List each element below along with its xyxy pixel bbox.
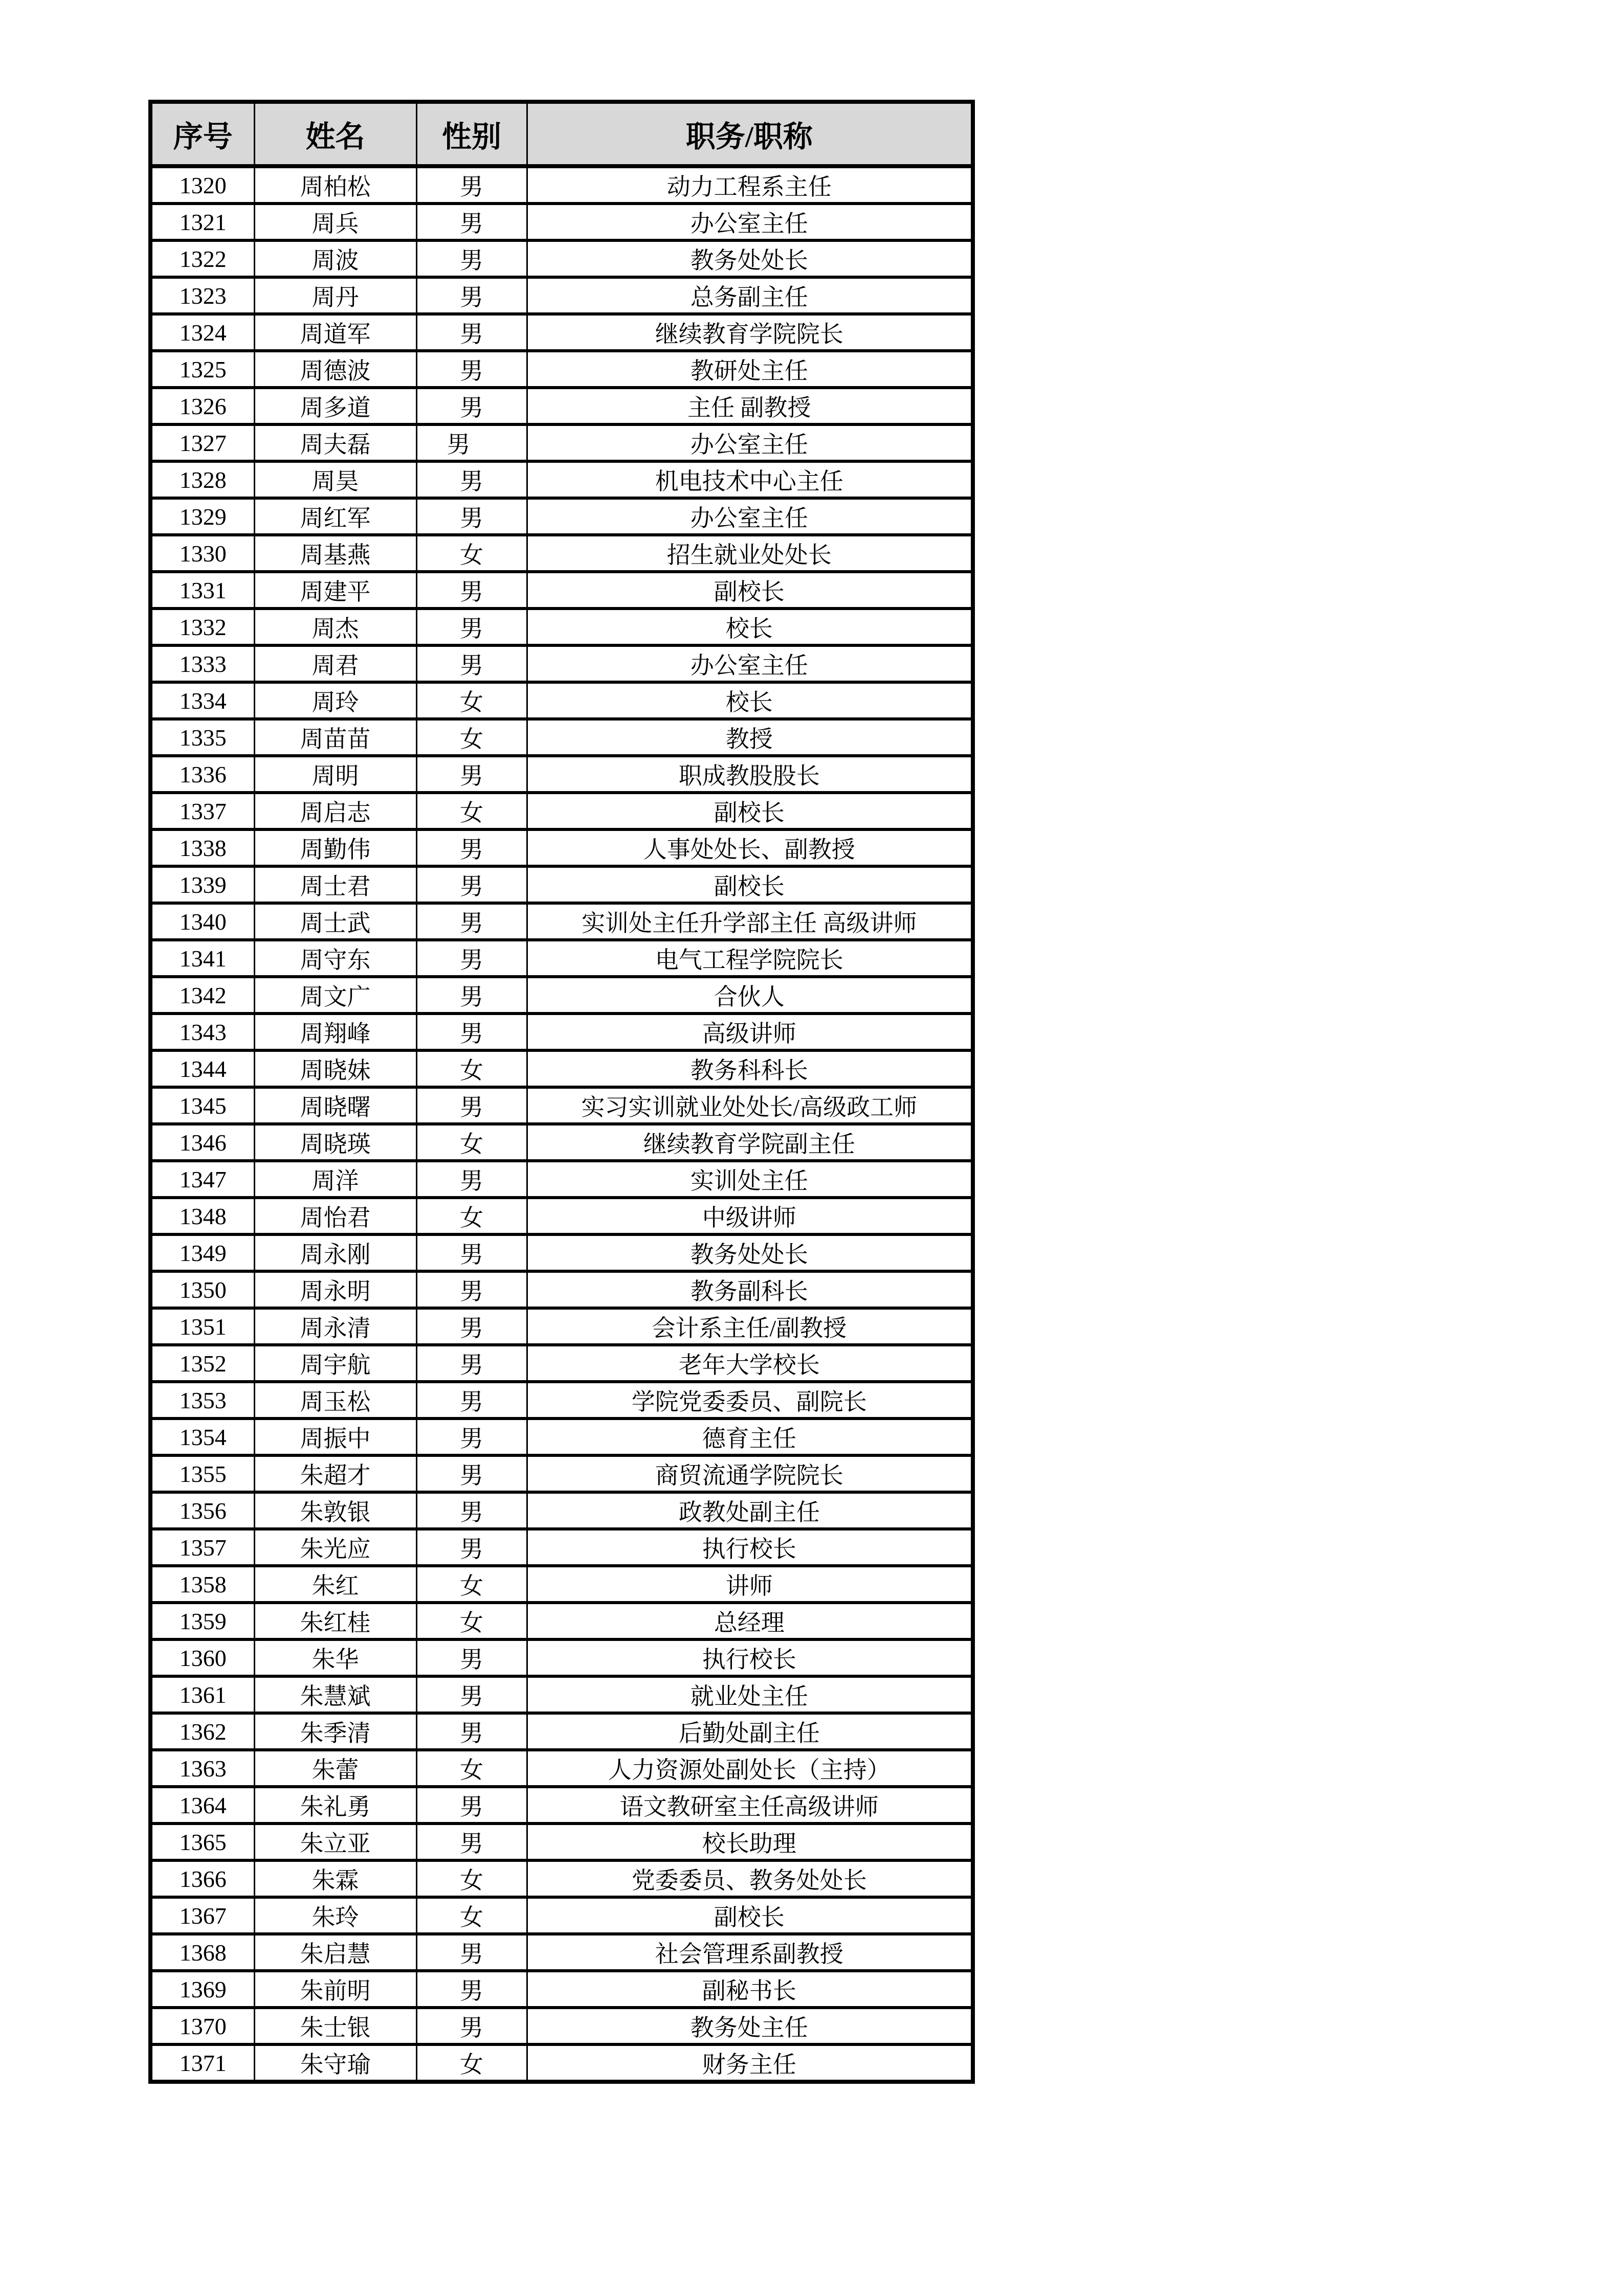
cell-serial: 1368 xyxy=(150,1934,254,1971)
cell-gender: 男 xyxy=(416,2008,527,2044)
cell-name: 周波 xyxy=(254,240,416,277)
cell-name: 周道军 xyxy=(254,314,416,351)
cell-title: 校长 xyxy=(527,609,973,645)
cell-name: 朱守瑜 xyxy=(254,2044,416,2082)
cell-gender: 男 xyxy=(416,1787,527,1824)
cell-name: 周昊 xyxy=(254,461,416,498)
table-row xyxy=(150,1971,973,2008)
cell-serial: 1323 xyxy=(150,277,254,314)
cell-title: 职成教股股长 xyxy=(527,756,973,793)
table-row xyxy=(150,2044,973,2082)
cell-serial: 1363 xyxy=(150,1750,254,1787)
cell-title: 教研处主任 xyxy=(527,351,973,388)
cell-title: 副校长 xyxy=(527,866,973,903)
table-row xyxy=(150,1492,973,1529)
table-row xyxy=(150,166,973,204)
cell-gender: 男 xyxy=(416,314,527,351)
cell-title: 办公室主任 xyxy=(527,498,973,535)
cell-gender: 男 xyxy=(416,1529,527,1566)
cell-title: 机电技术中心主任 xyxy=(527,461,973,498)
cell-serial: 1331 xyxy=(150,572,254,609)
cell-serial: 1369 xyxy=(150,1971,254,2008)
cell-gender: 女 xyxy=(416,793,527,829)
cell-gender: 男 xyxy=(416,240,527,277)
cell-name: 朱霖 xyxy=(254,1860,416,1897)
table-row xyxy=(150,1934,973,1971)
cell-serial: 1364 xyxy=(150,1787,254,1824)
cell-name: 周永清 xyxy=(254,1308,416,1345)
cell-gender: 男 xyxy=(416,424,527,461)
cell-serial: 1352 xyxy=(150,1345,254,1382)
table-row xyxy=(150,1124,973,1161)
cell-serial: 1340 xyxy=(150,903,254,940)
cell-gender: 男 xyxy=(416,498,527,535)
cell-title: 后勤处副主任 xyxy=(527,1713,973,1750)
cell-title: 办公室主任 xyxy=(527,424,973,461)
cell-name: 周丹 xyxy=(254,277,416,314)
cell-gender: 男 xyxy=(416,1345,527,1382)
cell-title: 会计系主任/副教授 xyxy=(527,1308,973,1345)
cell-gender: 女 xyxy=(416,1124,527,1161)
cell-serial: 1345 xyxy=(150,1087,254,1124)
cell-name: 周守东 xyxy=(254,940,416,977)
cell-gender: 女 xyxy=(416,719,527,756)
cell-gender: 女 xyxy=(416,1750,527,1787)
cell-name: 周翔峰 xyxy=(254,1014,416,1050)
table-row xyxy=(150,829,973,866)
cell-title: 德育主任 xyxy=(527,1419,973,1455)
cell-gender: 男 xyxy=(416,1934,527,1971)
cell-gender: 男 xyxy=(416,1455,527,1492)
cell-title: 党委委员、教务处处长 xyxy=(527,1860,973,1897)
cell-name: 周永刚 xyxy=(254,1234,416,1271)
cell-title: 政教处副主任 xyxy=(527,1492,973,1529)
cell-title: 财务主任 xyxy=(527,2044,973,2082)
cell-serial: 1344 xyxy=(150,1050,254,1087)
cell-serial: 1360 xyxy=(150,1639,254,1676)
cell-gender: 女 xyxy=(416,1566,527,1603)
table-row xyxy=(150,719,973,756)
cell-title: 校长助理 xyxy=(527,1824,973,1860)
cell-gender: 女 xyxy=(416,535,527,572)
cell-title: 实习实训就业处处长/高级政工师 xyxy=(527,1087,973,1124)
cell-name: 周苗苗 xyxy=(254,719,416,756)
cell-serial: 1336 xyxy=(150,756,254,793)
cell-serial: 1350 xyxy=(150,1271,254,1308)
cell-serial: 1366 xyxy=(150,1860,254,1897)
cell-title: 主任 副教授 xyxy=(527,388,973,424)
cell-gender: 男 xyxy=(416,388,527,424)
cell-gender: 男 xyxy=(416,829,527,866)
table-row xyxy=(150,1014,973,1050)
cell-serial: 1324 xyxy=(150,314,254,351)
cell-serial: 1321 xyxy=(150,204,254,240)
cell-gender: 男 xyxy=(416,1382,527,1419)
cell-name: 周夫磊 xyxy=(254,424,416,461)
cell-title: 高级讲师 xyxy=(527,1014,973,1050)
cell-title: 副校长 xyxy=(527,793,973,829)
cell-name: 周建平 xyxy=(254,572,416,609)
cell-serial: 1367 xyxy=(150,1897,254,1934)
cell-gender: 男 xyxy=(416,1419,527,1455)
cell-title: 总经理 xyxy=(527,1603,973,1639)
table-row xyxy=(150,1787,973,1824)
table-row xyxy=(150,977,973,1014)
cell-gender: 男 xyxy=(416,903,527,940)
cell-serial: 1361 xyxy=(150,1676,254,1713)
cell-name: 朱红 xyxy=(254,1566,416,1603)
cell-gender: 男 xyxy=(416,204,527,240)
cell-name: 朱前明 xyxy=(254,1971,416,2008)
table-row xyxy=(150,1603,973,1639)
cell-name: 周兵 xyxy=(254,204,416,240)
cell-serial: 1339 xyxy=(150,866,254,903)
cell-name: 周红军 xyxy=(254,498,416,535)
cell-title: 副秘书长 xyxy=(527,1971,973,2008)
cell-serial: 1347 xyxy=(150,1161,254,1198)
cell-name: 周多道 xyxy=(254,388,416,424)
cell-name: 周宇航 xyxy=(254,1345,416,1382)
cell-gender: 男 xyxy=(416,940,527,977)
cell-serial: 1335 xyxy=(150,719,254,756)
cell-serial: 1365 xyxy=(150,1824,254,1860)
cell-gender: 男 xyxy=(416,756,527,793)
cell-gender: 女 xyxy=(416,1897,527,1934)
cell-gender: 男 xyxy=(416,461,527,498)
cell-title: 语文教研室主任高级讲师 xyxy=(527,1787,973,1824)
cell-title: 商贸流通学院院长 xyxy=(527,1455,973,1492)
cell-name: 周怡君 xyxy=(254,1198,416,1234)
table-row xyxy=(150,866,973,903)
cell-gender: 男 xyxy=(416,977,527,1014)
cell-title: 电气工程学院院长 xyxy=(527,940,973,977)
table-row xyxy=(150,903,973,940)
cell-name: 周晓曙 xyxy=(254,1087,416,1124)
cell-title: 执行校长 xyxy=(527,1529,973,1566)
table-row xyxy=(150,314,973,351)
table-row xyxy=(150,424,973,461)
table-row xyxy=(150,793,973,829)
table-row xyxy=(150,940,973,977)
cell-name: 周晓瑛 xyxy=(254,1124,416,1161)
table-row xyxy=(150,1050,973,1087)
table-row xyxy=(150,277,973,314)
cell-serial: 1328 xyxy=(150,461,254,498)
cell-gender: 男 xyxy=(416,277,527,314)
cell-gender: 男 xyxy=(416,609,527,645)
cell-title: 总务副主任 xyxy=(527,277,973,314)
cell-name: 朱红桂 xyxy=(254,1603,416,1639)
cell-gender: 男 xyxy=(416,1971,527,2008)
cell-gender: 男 xyxy=(416,1676,527,1713)
column-header-name: 姓名 xyxy=(254,102,416,166)
cell-name: 周柏松 xyxy=(254,166,416,204)
table-row xyxy=(150,1271,973,1308)
table-row xyxy=(150,645,973,682)
table-row xyxy=(150,1860,973,1897)
cell-title: 中级讲师 xyxy=(527,1198,973,1234)
cell-gender: 女 xyxy=(416,1050,527,1087)
cell-title: 学院党委委员、副院长 xyxy=(527,1382,973,1419)
table-row xyxy=(150,498,973,535)
cell-title: 动力工程系主任 xyxy=(527,166,973,204)
cell-gender: 男 xyxy=(416,1161,527,1198)
cell-title: 实训处主任升学部主任 高级讲师 xyxy=(527,903,973,940)
cell-serial: 1329 xyxy=(150,498,254,535)
cell-gender: 男 xyxy=(416,166,527,204)
cell-title: 人事处处长、副教授 xyxy=(527,829,973,866)
cell-title: 教务副科长 xyxy=(527,1271,973,1308)
table-row xyxy=(150,1198,973,1234)
cell-gender: 男 xyxy=(416,1271,527,1308)
table-row xyxy=(150,572,973,609)
cell-serial: 1320 xyxy=(150,166,254,204)
cell-name: 朱士银 xyxy=(254,2008,416,2044)
cell-name: 朱超才 xyxy=(254,1455,416,1492)
cell-gender: 女 xyxy=(416,1198,527,1234)
cell-name: 周勤伟 xyxy=(254,829,416,866)
cell-serial: 1348 xyxy=(150,1198,254,1234)
cell-gender: 男 xyxy=(416,572,527,609)
cell-serial: 1362 xyxy=(150,1713,254,1750)
cell-gender: 男 xyxy=(416,1639,527,1676)
cell-gender: 女 xyxy=(416,1603,527,1639)
cell-gender: 女 xyxy=(416,682,527,719)
cell-title: 老年大学校长 xyxy=(527,1345,973,1382)
cell-name: 朱启慧 xyxy=(254,1934,416,1971)
table-row xyxy=(150,1750,973,1787)
table-row xyxy=(150,1087,973,1124)
table-row xyxy=(150,1676,973,1713)
column-header-gender: 性别 xyxy=(416,102,527,166)
cell-name: 朱季清 xyxy=(254,1713,416,1750)
cell-title: 教务处处长 xyxy=(527,240,973,277)
cell-name: 周明 xyxy=(254,756,416,793)
cell-title: 教务处主任 xyxy=(527,2008,973,2044)
cell-title: 讲师 xyxy=(527,1566,973,1603)
cell-title: 副校长 xyxy=(527,1897,973,1934)
table-header xyxy=(150,102,973,166)
column-header-serial: 序号 xyxy=(150,102,254,166)
table-row xyxy=(150,240,973,277)
table-row xyxy=(150,756,973,793)
cell-serial: 1357 xyxy=(150,1529,254,1566)
cell-gender: 男 xyxy=(416,1824,527,1860)
cell-serial: 1341 xyxy=(150,940,254,977)
cell-gender: 男 xyxy=(416,1492,527,1529)
cell-serial: 1337 xyxy=(150,793,254,829)
table-row xyxy=(150,1639,973,1676)
table-row xyxy=(150,1566,973,1603)
cell-serial: 1358 xyxy=(150,1566,254,1603)
cell-title: 继续教育学院副主任 xyxy=(527,1124,973,1161)
cell-title: 执行校长 xyxy=(527,1639,973,1676)
cell-name: 朱玲 xyxy=(254,1897,416,1934)
table-row xyxy=(150,1419,973,1455)
cell-gender: 男 xyxy=(416,866,527,903)
column-header-title: 职务/职称 xyxy=(527,102,973,166)
table-row xyxy=(150,351,973,388)
cell-name: 周君 xyxy=(254,645,416,682)
cell-serial: 1332 xyxy=(150,609,254,645)
cell-serial: 1342 xyxy=(150,977,254,1014)
cell-name: 周洋 xyxy=(254,1161,416,1198)
cell-serial: 1326 xyxy=(150,388,254,424)
cell-name: 周杰 xyxy=(254,609,416,645)
cell-title: 就业处主任 xyxy=(527,1676,973,1713)
table-row xyxy=(150,2008,973,2044)
cell-name: 周晓妹 xyxy=(254,1050,416,1087)
table-row xyxy=(150,1897,973,1934)
cell-gender: 男 xyxy=(416,1087,527,1124)
cell-serial: 1333 xyxy=(150,645,254,682)
cell-name: 周基燕 xyxy=(254,535,416,572)
cell-serial: 1370 xyxy=(150,2008,254,2044)
cell-gender: 男 xyxy=(416,351,527,388)
cell-title: 社会管理系副教授 xyxy=(527,1934,973,1971)
cell-serial: 1351 xyxy=(150,1308,254,1345)
cell-gender: 男 xyxy=(416,645,527,682)
cell-title: 招生就业处处长 xyxy=(527,535,973,572)
table-row xyxy=(150,1161,973,1198)
cell-name: 周士武 xyxy=(254,903,416,940)
cell-gender: 女 xyxy=(416,1860,527,1897)
cell-title: 副校长 xyxy=(527,572,973,609)
cell-serial: 1330 xyxy=(150,535,254,572)
cell-name: 朱华 xyxy=(254,1639,416,1676)
cell-serial: 1353 xyxy=(150,1382,254,1419)
cell-title: 教务处处长 xyxy=(527,1234,973,1271)
table-row xyxy=(150,204,973,240)
cell-name: 朱敦银 xyxy=(254,1492,416,1529)
cell-name: 周德波 xyxy=(254,351,416,388)
cell-serial: 1325 xyxy=(150,351,254,388)
table-row xyxy=(150,1713,973,1750)
cell-title: 合伙人 xyxy=(527,977,973,1014)
table-row xyxy=(150,1529,973,1566)
table-row xyxy=(150,1382,973,1419)
cell-title: 办公室主任 xyxy=(527,645,973,682)
table-row xyxy=(150,1824,973,1860)
cell-serial: 1343 xyxy=(150,1014,254,1050)
cell-gender: 男 xyxy=(416,1014,527,1050)
header-row xyxy=(150,102,973,166)
cell-serial: 1349 xyxy=(150,1234,254,1271)
table-body xyxy=(150,166,973,2082)
cell-serial: 1359 xyxy=(150,1603,254,1639)
table-row xyxy=(150,1455,973,1492)
cell-gender: 男 xyxy=(416,1308,527,1345)
cell-serial: 1371 xyxy=(150,2044,254,2082)
cell-serial: 1356 xyxy=(150,1492,254,1529)
cell-serial: 1346 xyxy=(150,1124,254,1161)
table-row xyxy=(150,461,973,498)
cell-name: 朱慧斌 xyxy=(254,1676,416,1713)
table-row xyxy=(150,535,973,572)
table-row xyxy=(150,1308,973,1345)
cell-title: 办公室主任 xyxy=(527,204,973,240)
cell-title: 实训处主任 xyxy=(527,1161,973,1198)
cell-name: 周振中 xyxy=(254,1419,416,1455)
cell-serial: 1322 xyxy=(150,240,254,277)
cell-name: 周玉松 xyxy=(254,1382,416,1419)
cell-title: 继续教育学院院长 xyxy=(527,314,973,351)
cell-name: 周永明 xyxy=(254,1271,416,1308)
cell-name: 周士君 xyxy=(254,866,416,903)
cell-serial: 1338 xyxy=(150,829,254,866)
cell-title: 教务科科长 xyxy=(527,1050,973,1087)
table-row xyxy=(150,1234,973,1271)
cell-title: 人力资源处副处长（主持） xyxy=(527,1750,973,1787)
cell-serial: 1327 xyxy=(150,424,254,461)
cell-name: 朱蕾 xyxy=(254,1750,416,1787)
table-row xyxy=(150,388,973,424)
cell-title: 校长 xyxy=(527,682,973,719)
table-row xyxy=(150,1345,973,1382)
cell-name: 周文广 xyxy=(254,977,416,1014)
cell-name: 朱光应 xyxy=(254,1529,416,1566)
cell-serial: 1334 xyxy=(150,682,254,719)
cell-name: 朱立亚 xyxy=(254,1824,416,1860)
cell-serial: 1354 xyxy=(150,1419,254,1455)
cell-name: 朱礼勇 xyxy=(254,1787,416,1824)
cell-serial: 1355 xyxy=(150,1455,254,1492)
cell-name: 周启志 xyxy=(254,793,416,829)
cell-gender: 男 xyxy=(416,1713,527,1750)
roster-table xyxy=(148,100,975,2084)
cell-title: 教授 xyxy=(527,719,973,756)
cell-name: 周玲 xyxy=(254,682,416,719)
table-row xyxy=(150,609,973,645)
table-row xyxy=(150,682,973,719)
cell-gender: 男 xyxy=(416,1234,527,1271)
cell-gender: 女 xyxy=(416,2044,527,2082)
